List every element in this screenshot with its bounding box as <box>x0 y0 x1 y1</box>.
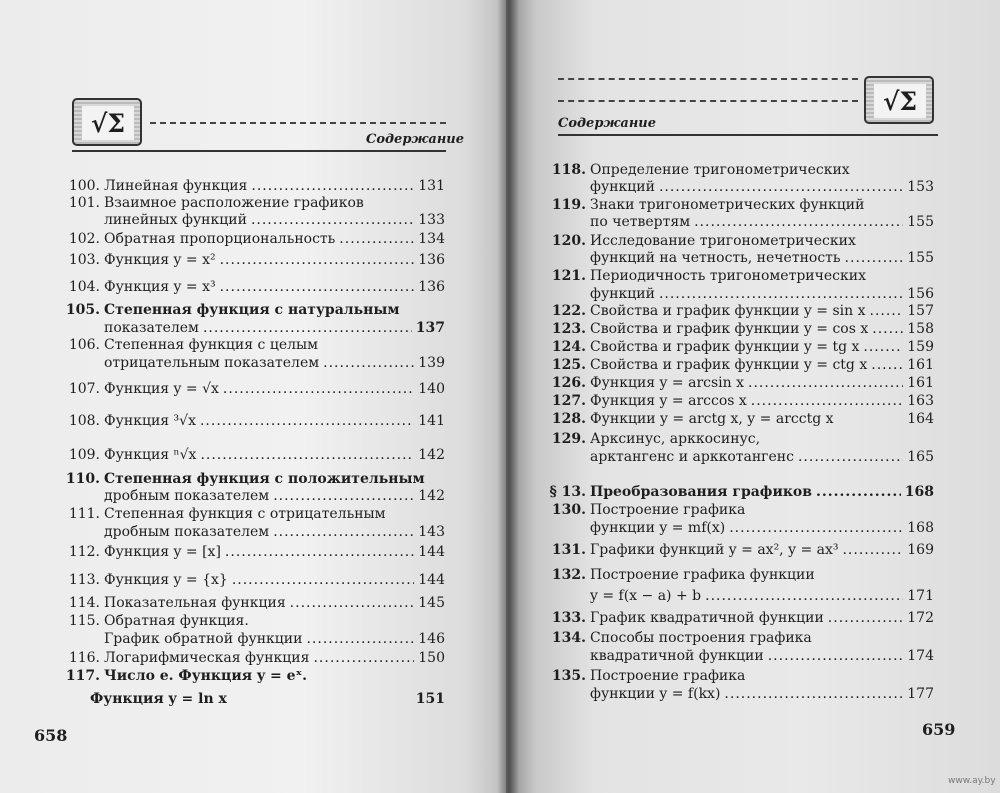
page-number: 659 <box>922 720 956 739</box>
table-of-contents: 118. Определение тригонометрических функций ..... 153 119. Знаки тригонометрических функций по четвертям ..... 155 120. Исследование тригонометрических функций на четность, нечетность ..... 155 121. Периодичность тригонометрических функций ..... 156 122. Свойства и график функции y = sin x ..... 157 123. Свойства и график функции y = cos x ..... 158 124. Свойства и график функции y = tg x ..... 159 125. Свойства и график функции y = ctg x ..... 161 126. Функция y = arcsin x ..... 161 127. Функция y = arccos x ..... 163 128. Функции y = arctg x, y = arcctg x 164 129. Арксинус, арккосинус, арктангенс и арккотангенс ..... 165 § 13. Преобразования графиков ..... 168 130. Построение графика функции y = mf(x) ..... 168 131. Графики функций y = ax², y = ax³ ..... 169 132. Построение графика функции y = f(x − a) + b ..... 171 133. График квадратичной функции ..... 172 134. Способы построения графика квадратичной функции ..... 174 135. Построение графика функции y = f(kx) ..... 177 <box>546 0 942 793</box>
running-heading: Содержание <box>366 132 465 147</box>
right-page <box>506 0 1000 793</box>
running-heading: Содержание <box>558 116 657 131</box>
book-gutter <box>497 0 519 793</box>
table-of-contents: 100. Линейная функция ..... 131 101. Взаимное расположение графиков линейных функций ..... 133 102. Обратная пропорциональность ..... 134 103. Функция y = x² ..... 136 104. Функция y = x³ ..... 136 105. Степенная функция с натуральным показателем ..... 137 106. Степенная функция с целым отрицательным показателем ..... 139 107. Функция y = √x ..... 140 108. Функция ³√x ..... 141 109. Функция ⁿ√x ..... 142 110. Степенная функция с положительным дробным показателем ..... 142 111. Степенная функция с отрицательным дробным показателем ..... 143 112. Функция y = [x] ..... 144 113. Функция y = {x} ..... 144 114. Показательная функция ..... 145 115. Обратная функция. График обратной функции ..... 146 116. Логарифмическая функция ..... 150 117. Число e. Функция y = eˣ. Функция y = ln x 151 <box>60 0 445 793</box>
watermark: www.ay.by <box>948 776 996 786</box>
logo-symbol: √Σ <box>82 106 134 140</box>
logo-symbol: √Σ <box>874 84 926 118</box>
page-number: 658 <box>34 726 68 745</box>
